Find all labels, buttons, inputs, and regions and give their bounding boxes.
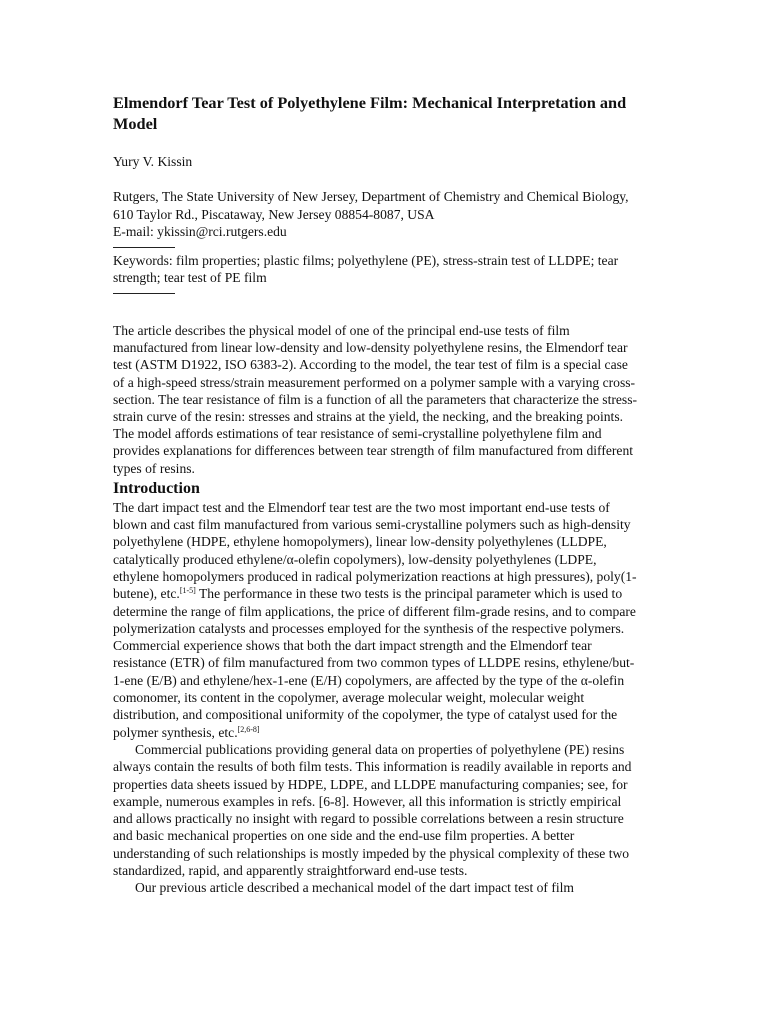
paragraph-line: resistance (ETR) of film manufactured from two common types of LLDPE resins, ethylene/but- <box>113 655 635 671</box>
paragraph-line: understanding of such relationships is mostly impeded by the physical complexity of these two <box>113 845 630 861</box>
abstract-line: test (ASTM D1922, ISO 6383-2). According to the model, the tear test of film is a special case <box>113 357 628 373</box>
paragraph-line: distribution, and compositional uniformity of the copolymer, the type of catalyst used for the <box>113 707 618 723</box>
paragraph-line: blown and cast film manufactured from various semi-crystalline polymers such as high-density <box>113 517 631 533</box>
affiliation-line: Rutgers, The State University of New Jersey, Department of Chemistry and Chemical Biology, <box>113 189 629 204</box>
abstract-line: of a high-speed stress/strain measurement performed on a polymer sample with a varying cross- <box>113 374 636 390</box>
divider-rule <box>113 287 175 294</box>
abstract-line: The model affords estimations of tear resistance of semi-crystalline polyethylene film and <box>113 426 602 442</box>
line-text: The performance in these two tests is the principal parameter which is used to <box>195 586 623 602</box>
citation-ref: [1-5] <box>179 586 196 596</box>
paragraph-line: Our previous article described a mechanical model of the dart impact test of film <box>135 880 574 896</box>
paragraph-line: polyethylene (HDPE, ethylene homopolymers), linear low-density polyethylenes (LLDPE, <box>113 534 607 550</box>
affiliation-block <box>113 188 693 294</box>
email-line: E-mail: ykissin@rci.rutgers.edu <box>113 224 287 240</box>
title-line: Model <box>113 114 158 133</box>
paragraph-line: properties data sheets issued by HDPE, LDPE, and LLDPE manufacturing companies; see, for <box>113 776 628 792</box>
title-line: Elmendorf Tear Test of Polyethylene Film: Mechanical Interpretation and <box>113 93 627 112</box>
paper-title <box>113 92 693 134</box>
abstract <box>113 322 693 477</box>
abstract-line: manufactured from linear low-density and low-density polyethylene resins, the Elmendorf tear <box>113 340 628 356</box>
citation-ref: [2,6-8] <box>237 724 260 734</box>
abstract-line: types of resins. <box>113 460 195 476</box>
paragraph-line: ethylene homopolymers produced in radical polymerization reactions at high pressures), poly(1- <box>113 568 637 584</box>
divider-rule <box>113 241 175 248</box>
line-text: polymer synthesis, etc. <box>113 724 238 740</box>
paragraph-line: and basic mechanical properties on one side and the end-use film properties. A better <box>113 828 575 844</box>
line-text: butene), etc. <box>113 586 180 602</box>
abstract-line: strain curve of the resin: stresses and strains at the yield, the necking, and the breaking points. <box>113 408 624 424</box>
paragraph-line: polymerization catalysts and processes employed for the synthesis of the respective polymers. <box>113 620 625 636</box>
paragraph-line: example, numerous examples in refs. [6-8]. However, all this information is strictly empirical <box>113 793 622 809</box>
author-name: Yury V. Kissin <box>113 154 193 169</box>
keywords-line: Keywords: film properties; plastic films; polyethylene (PE), stress-strain test of LLDPE; tear <box>113 252 619 268</box>
paragraph-line: comonomer, its content in the copolymer, average molecular weight, molecular weight <box>113 690 585 706</box>
intro-paragraph-1 <box>113 499 693 741</box>
abstract-line: section. The tear resistance of film is a function of all the parameters that characterize the stress- <box>113 391 638 407</box>
paragraph-line: determine the range of film applications, the price of different film-grade resins, and to compare <box>113 603 636 619</box>
paragraph-line <box>113 724 693 741</box>
abstract-line: The article describes the physical model of one of the principal end-use tests of film <box>113 322 570 338</box>
paragraph-line: Commercial experience shows that both the dart impact strength and the Elmendorf tear <box>113 638 592 654</box>
paragraph-line: The dart impact test and the Elmendorf tear test are the two most important end-use tests of <box>113 499 610 515</box>
section-heading-introduction: Introduction <box>113 479 200 497</box>
paragraph-line: 1-ene (E/B) and ethylene/hex-1-ene (E/H) copolymers, are affected by the type of the α-olefin <box>113 672 625 688</box>
paragraph-line: Commercial publications providing general data on properties of polyethylene (PE) resins <box>135 741 625 757</box>
paragraph-line: always contain the results of both film tests. This information is readily available in reports and <box>113 759 632 775</box>
intro-paragraph-2 <box>113 741 693 879</box>
abstract-line: provides explanations for differences between tear strength of film manufactured from different <box>113 443 634 459</box>
paragraph-line: catalytically produced ethylene/α-olefin copolymers), low-density polyethylenes (LDPE, <box>113 551 597 567</box>
paragraph-line: standardized, rapid, and apparently straightforward end-use tests. <box>113 863 468 879</box>
affiliation-line: 610 Taylor Rd., Piscataway, New Jersey 08854-8087, USA <box>113 206 435 222</box>
paragraph-line: and allows practically no insight with regard to possible correlations between a resin structure <box>113 811 624 827</box>
paragraph-line <box>113 585 693 602</box>
paper-page <box>113 92 693 897</box>
intro-paragraph-3 <box>113 879 693 896</box>
keywords-line: strength; tear test of PE film <box>113 270 267 286</box>
